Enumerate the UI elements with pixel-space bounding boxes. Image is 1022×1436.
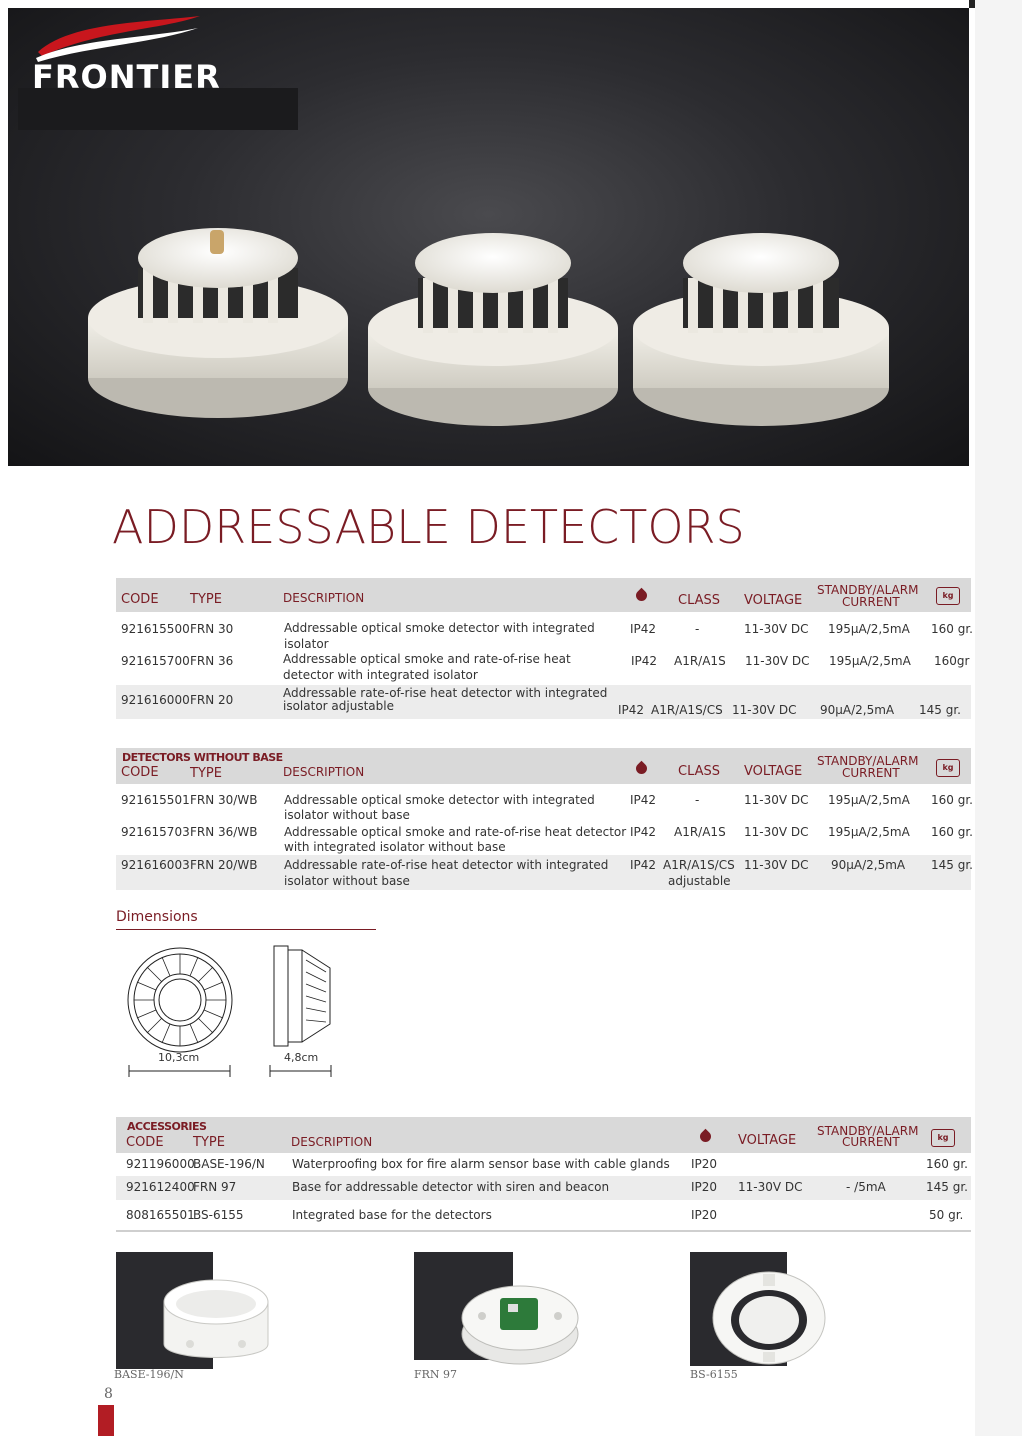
- table2-header: [116, 748, 971, 784]
- cell-code: 921615703: [121, 825, 190, 839]
- dimension-height: 4,8cm: [284, 1051, 319, 1064]
- col-description: DESCRIPTION: [283, 591, 365, 605]
- cell-ip: IP20: [691, 1180, 718, 1194]
- cell-current: 195µA/2,5mA: [828, 825, 910, 839]
- cell-voltage: 11-30V DC: [744, 622, 809, 636]
- page-title: ADDRESSABLE DETECTORS: [112, 500, 745, 554]
- product-caption: BASE-196/N: [114, 1368, 184, 1381]
- cell-voltage: 11-30V DC: [732, 703, 797, 717]
- cell-class: A1R/A1S/CS: [663, 858, 735, 872]
- cell-code: 808165501: [126, 1208, 195, 1222]
- cell-description: Integrated base for the detectors: [292, 1208, 492, 1222]
- col-current-bottom: CURRENT: [842, 595, 900, 609]
- detector-2: [368, 233, 618, 426]
- table-row: [116, 1153, 971, 1176]
- col-code: CODE: [121, 592, 159, 607]
- waterproof-box-icon: [160, 1272, 272, 1370]
- cell-type: BS-6155: [193, 1208, 244, 1222]
- product-caption: BS-6155: [690, 1368, 738, 1381]
- cell-description-2: isolator adjustable: [283, 699, 394, 713]
- col-voltage: VOLTAGE: [744, 593, 803, 608]
- cell-ip: IP42: [630, 793, 657, 807]
- col-type: TYPE: [193, 1135, 225, 1150]
- cell-type: FRN 36: [190, 654, 234, 668]
- brand-logo: FRONTIER: [32, 58, 221, 96]
- cell-class: -: [695, 622, 700, 636]
- cell-type: FRN 30: [190, 622, 234, 636]
- cell-weight: 145 gr.: [926, 1180, 968, 1194]
- cell-current: - /5mA: [846, 1180, 886, 1194]
- col-class: CLASS: [678, 764, 721, 779]
- section-title: ACCESSORIES: [127, 1120, 207, 1133]
- dimension-diameter: 10,3cm: [158, 1051, 200, 1064]
- cell-description: Addressable optical smoke detector with integrated: [284, 621, 595, 635]
- page-marker: [98, 1405, 114, 1436]
- cell-description-2: isolator: [284, 637, 329, 651]
- cell-type: FRN 20/WB: [190, 858, 258, 872]
- cell-description-2: isolator without base: [284, 808, 410, 822]
- cell-ip: IP42: [630, 825, 657, 839]
- table-row: [116, 855, 971, 890]
- cell-weight: 145 gr.: [931, 858, 973, 872]
- col-description: DESCRIPTION: [291, 1135, 373, 1149]
- product-caption: FRN 97: [414, 1368, 458, 1381]
- cell-description-2: detector with integrated isolator: [283, 668, 478, 682]
- cell-description-2: with integrated isolator without base: [284, 840, 506, 854]
- col-code: CODE: [121, 765, 159, 780]
- table-row: [116, 789, 971, 822]
- cell-type: FRN 30/WB: [190, 793, 258, 807]
- col-voltage: VOLTAGE: [744, 764, 803, 779]
- table-row: [116, 1204, 971, 1228]
- cell-ip: IP42: [631, 654, 658, 668]
- col-class: CLASS: [678, 593, 721, 608]
- cell-ip: IP42: [618, 703, 645, 717]
- table-row: [116, 1176, 971, 1200]
- cell-weight: 160gr: [934, 654, 970, 668]
- cell-voltage: 11-30V DC: [744, 825, 809, 839]
- col-code: CODE: [126, 1135, 164, 1150]
- cell-type: FRN 97: [193, 1180, 237, 1194]
- dimensions-title: Dimensions: [116, 909, 198, 925]
- col-voltage: VOLTAGE: [738, 1133, 797, 1148]
- table3-bottom-rule: [116, 1230, 971, 1232]
- water-drop-icon: [698, 1129, 714, 1145]
- weight-icon: kg: [936, 587, 960, 605]
- col-current-top: STANDBY/ALARM: [817, 583, 919, 597]
- water-drop-icon: [634, 761, 650, 777]
- page-number: 8: [104, 1386, 113, 1402]
- detector-photos: [78, 208, 908, 428]
- siren-base-icon: [460, 1272, 580, 1370]
- cell-class-2: adjustable: [668, 874, 731, 888]
- cell-description: Addressable rate-of-rise heat detector with integrated: [284, 858, 609, 872]
- cell-ip: IP42: [630, 622, 657, 636]
- cell-current: 90µA/2,5mA: [831, 858, 906, 872]
- table3-header: [116, 1117, 971, 1153]
- cell-code: 921616003: [121, 858, 190, 872]
- cell-code: 921616000: [121, 693, 190, 707]
- cell-code: 921615500: [121, 622, 190, 636]
- col-current-bottom: CURRENT: [842, 766, 900, 780]
- table-row: [116, 822, 971, 855]
- cell-description: Addressable optical smoke and rate-of-rise heat: [283, 652, 571, 666]
- cell-voltage: 11-30V DC: [744, 793, 809, 807]
- cell-description: Addressable rate-of-rise heat detector with integrated: [283, 686, 608, 700]
- table1-header: [116, 578, 971, 612]
- cell-code: 921612400: [126, 1180, 195, 1194]
- cell-class: A1R/A1S/CS: [651, 703, 723, 717]
- water-drop-icon: [634, 588, 650, 604]
- cell-class: A1R/A1S: [674, 654, 726, 668]
- weight-icon: kg: [936, 759, 960, 777]
- table-row: [116, 617, 971, 651]
- cell-weight: 50 gr.: [929, 1208, 964, 1222]
- detector-3: [633, 233, 889, 426]
- cell-current: 90µA/2,5mA: [820, 703, 895, 717]
- table-row: [116, 685, 971, 719]
- cell-weight: 145 gr.: [919, 703, 961, 717]
- col-type: TYPE: [190, 766, 222, 781]
- cell-type: FRN 36/WB: [190, 825, 258, 839]
- cell-ip: IP20: [691, 1157, 718, 1171]
- cell-weight: 160 gr.: [931, 622, 973, 636]
- cell-voltage: 11-30V DC: [745, 654, 810, 668]
- hero-image: [8, 8, 969, 466]
- cell-type: BASE-196/N: [193, 1157, 265, 1171]
- cell-current: 195µA/2,5mA: [828, 793, 910, 807]
- col-current-top: STANDBY/ALARM: [817, 754, 919, 768]
- cell-code: 921615501: [121, 793, 190, 807]
- section-title: DETECTORS WITHOUT BASE: [122, 751, 283, 764]
- page-margin: [975, 0, 1022, 1436]
- cell-description: Addressable optical smoke detector with integrated: [284, 793, 595, 807]
- dimensions-underline: [116, 929, 376, 930]
- detector-1: [88, 228, 348, 418]
- cell-description: Waterproofing box for fire alarm sensor base with cable glands: [292, 1157, 670, 1171]
- cell-weight: 160 gr.: [926, 1157, 968, 1171]
- table-row: [116, 651, 971, 685]
- cell-weight: 160 gr.: [931, 825, 973, 839]
- cell-current: 195µA/2,5mA: [829, 654, 911, 668]
- cell-description-2: isolator without base: [284, 874, 410, 888]
- cell-ip: IP20: [691, 1208, 718, 1222]
- col-current-top: STANDBY/ALARM: [817, 1124, 919, 1138]
- col-type: TYPE: [190, 592, 222, 607]
- cell-current: 195µA/2,5mA: [828, 622, 910, 636]
- top-rule: [969, 0, 975, 8]
- cell-code: 921615700: [121, 654, 190, 668]
- cell-description: Addressable optical smoke and rate-of-rise heat detector: [284, 825, 627, 839]
- cell-voltage: 11-30V DC: [738, 1180, 803, 1194]
- cell-weight: 160 gr.: [931, 793, 973, 807]
- cell-voltage: 11-30V DC: [744, 858, 809, 872]
- cell-type: FRN 20: [190, 693, 234, 707]
- cell-code: 921196000: [126, 1157, 195, 1171]
- cell-class: A1R/A1S: [674, 825, 726, 839]
- cell-ip: IP42: [630, 858, 657, 872]
- col-current-bottom: CURRENT: [842, 1135, 900, 1149]
- weight-icon: kg: [931, 1129, 955, 1147]
- cell-class: -: [695, 793, 700, 807]
- cell-description: Base for addressable detector with siren and beacon: [292, 1180, 610, 1194]
- col-description: DESCRIPTION: [283, 765, 365, 779]
- detector-base-icon: [708, 1268, 830, 1368]
- logo-swoosh-icon: [30, 12, 210, 62]
